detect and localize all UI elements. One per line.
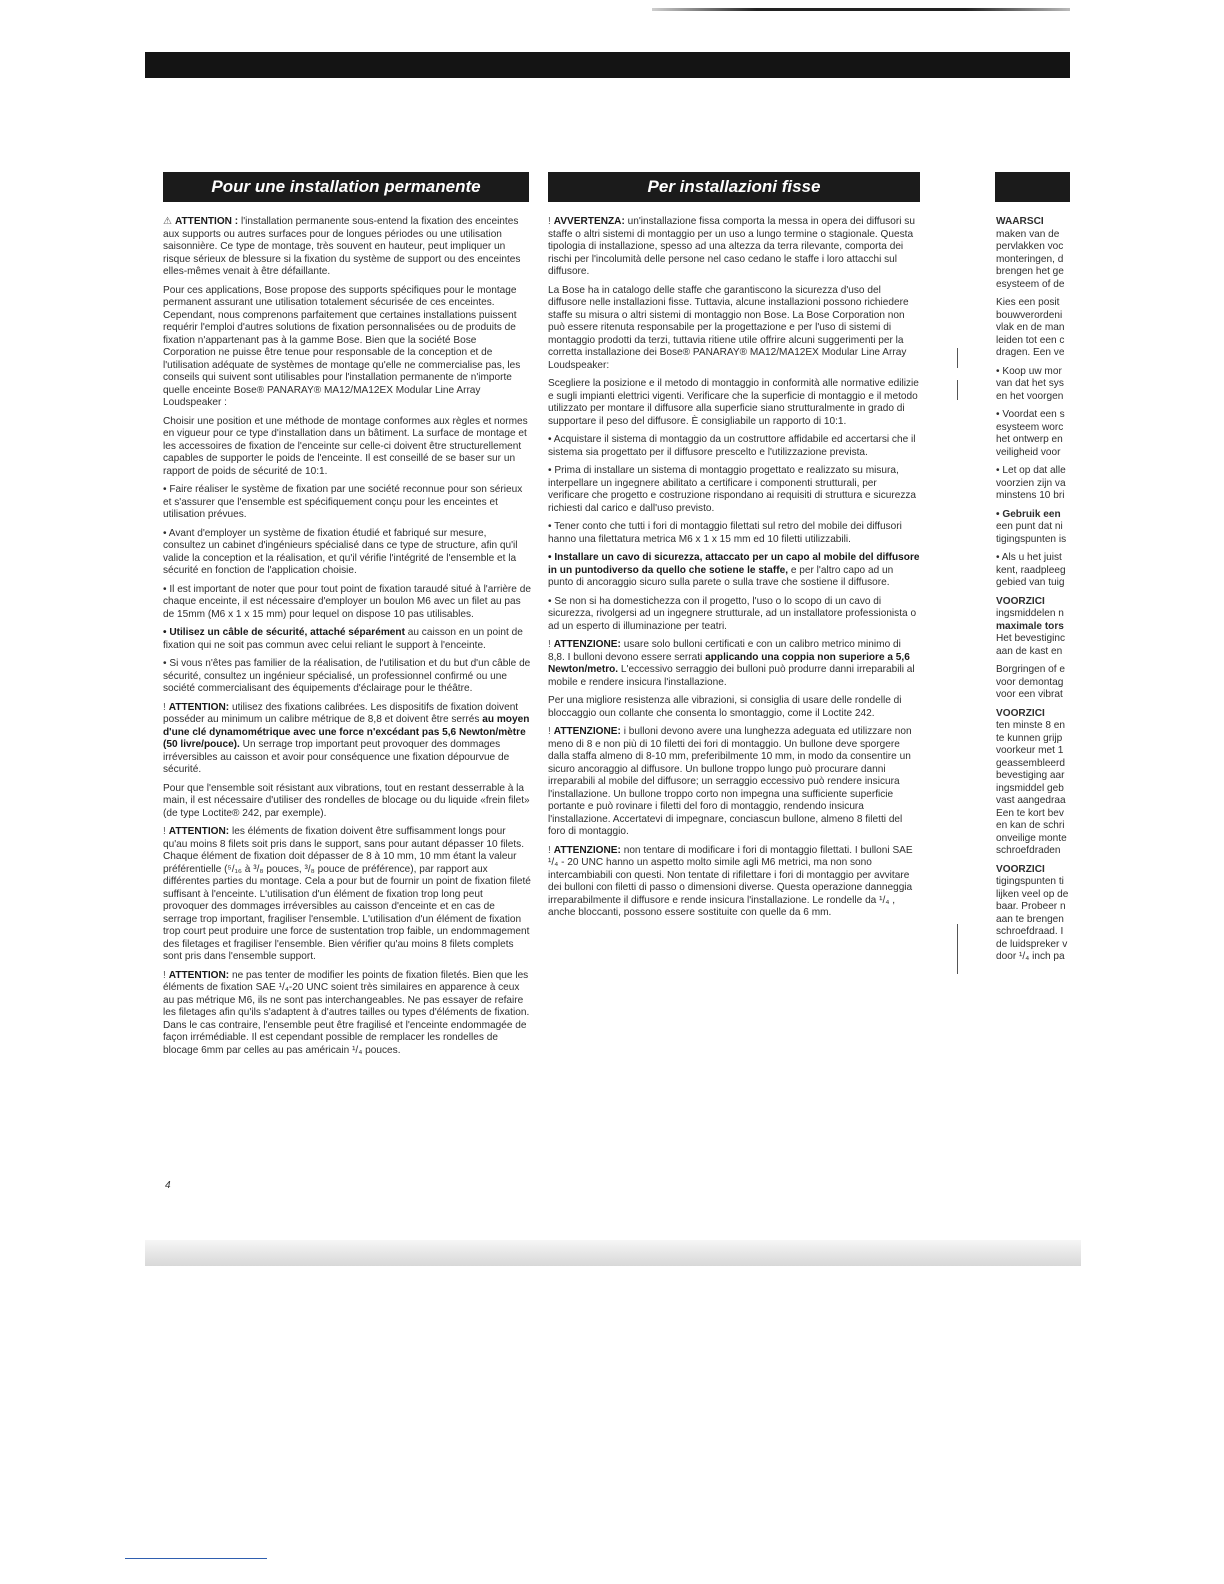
dutch-line: de luidspreker v xyxy=(996,938,1068,950)
italian-caution-paragraph: ! ATTENZIONE: usare solo bulloni certificati e con un calibro metrico minimo di 8,8. I bulloni devono essere serrati applicando una coppia non superiore a 5,6 Newton/metro. L'eccessivo serraggio dei bulloni può produrre danni irreparabili al mobile e rendere insicura l'installazione. xyxy=(548,639,915,688)
french-bullet: • Faire réaliser le système de fixation par une société reconnue pour son sérieux et s'assurer que l'ensemble est spécifiquement conçu pour les enceintes et utilisation prévues. xyxy=(163,484,523,520)
dutch-line: te kunnen grijp xyxy=(996,732,1063,744)
dutch-line: kent, raadpleeg xyxy=(996,564,1066,576)
margin-mark xyxy=(957,924,958,974)
dutch-line: • Let op dat alle xyxy=(996,465,1066,476)
dutch-section-header xyxy=(995,172,1070,202)
dutch-line: en het voorgen xyxy=(996,390,1064,402)
dutch-line: bouwverordeni xyxy=(996,309,1063,321)
dutch-line: van dat het sys xyxy=(996,378,1064,389)
dutch-line: een punt dat ni xyxy=(996,521,1063,532)
french-caution-paragraph: ! ATTENTION: utilisez des fixations calibrées. Les dispositifs de fixation doivent posséder au minimum un calibre métrique de 8,8 et doivent être serrés au moyen d'une clé dynamométrique avec une force n'excédant pas 5,6 Newton/mètre (50 livre/pouce). Un serrage trop important peut provoquer des dommages irréversibles au caisson et avoir pour conséquence une fixation dépourvue de sécurité. xyxy=(163,701,530,775)
dutch-line: maximale tors xyxy=(996,620,1064,632)
italian-caution-paragraph: ! ATTENZIONE: i bulloni devono avere una lunghezza adeguata ed utilizzare non meno di 8 e non più di 10 filetti dei fori di montaggio. Un bullone deve sporgere dalla staffa almeno di 8-10 mm, preferibilmente 10 mm, in modo da consentire un sicuro ancoraggio al diffusore. Un bullone troppo lungo può procurare danni irreparabili al mobile del diffusore; un serraggio eccessivo può rendere insicura l'installazione. Un bullone troppo corto non impegna una sufficiente superficie portante e può rovinare i filetti del foro di montaggio, rendendo insicura l'installazione. Accertatevi di impegnare, conciascun bullone, almeno 8 filetti del foro di montaggio. xyxy=(548,726,912,837)
warning-triangle-icon: ⚠ xyxy=(163,216,172,227)
dutch-line: tigingspunten is xyxy=(996,533,1067,545)
top-black-band xyxy=(145,52,1070,78)
bottom-shadow-band xyxy=(145,1240,1081,1266)
italian-paragraph: La Bose ha in catalogo delle staffe che garantiscono la sicurezza d'uso del diffusore nelle installazioni fisse. Tuttavia, alcune installazioni possono richiedere staffe su misura o altri sistemi di montaggio non Bose. La Bose Corporation non può essere ritenuta responsabile per la progettazione e per l'uso di sistemi di montaggio prodotti da terzi, tuttavia ritiene utile offrire alcuni suggerimenti per la corretta installazione dei Bose® PANARAY® MA12/MA12EX Modular Line Array Loudspeaker: xyxy=(548,284,909,371)
italian-paragraph: Per una migliore resistenza alle vibrazioni, si consiglia di usare delle rondelle di bloccaggio oun collante che consenta lo smontaggio, come il Loctite 242. xyxy=(548,695,902,719)
top-rule xyxy=(652,8,1070,11)
dutch-line: ingsmiddel geb xyxy=(996,782,1064,794)
dutch-line: • Gebruik een xyxy=(996,508,1061,520)
dutch-line: monteringen, d xyxy=(996,253,1064,265)
dutch-line: voor een vibrat xyxy=(996,689,1063,700)
dutch-line: ingsmiddelen n xyxy=(996,608,1064,619)
dutch-line: Borgringen of e xyxy=(996,664,1066,675)
page-number: 4 xyxy=(165,1180,171,1191)
dutch-line: lijken veel op de xyxy=(996,888,1069,900)
dutch-line: en kan de schri xyxy=(996,820,1065,831)
link-underline xyxy=(125,1558,267,1559)
dutch-line: voorkeur met 1 xyxy=(996,745,1064,756)
dutch-line: vlak en de man xyxy=(996,322,1065,333)
dutch-line: voorzien zijn va xyxy=(996,477,1066,489)
italian-bullet: • Acquistare il sistema di montaggio da un costruttore affidabile ed accertarsi che il sistema sia progettato per il diffusore prescelto e l'utilizzazione prevista. xyxy=(548,434,916,458)
dutch-line: schroefdraden xyxy=(996,845,1061,856)
italian-section-header: Per installazioni fisse xyxy=(548,172,920,202)
french-warning-paragraph: ⚠ ATTENTION : l'installation permanente sous-entend la fixation des enceintes aux supports ou autres surfaces pour de longues périodes ou une utilisation saisonnière. Ce type de montage, très souvent en hauteur, peut impliquer un risque sérieux de blessure si la fixation du système de support ou des enceintes elles-mêmes venait à être défaillante. xyxy=(163,216,521,277)
dutch-line: onveilige monte xyxy=(996,832,1067,844)
italian-paragraph: Scegliere la posizione e il metodo di montaggio in conformità alle normative edilizie e sugli impianti elettrici vigenti. Verificare che la superficie di montaggio e il metodo utilizzato per montare il diffusore alla superficie siano strutturalmente in grado di supportare il peso del diffusore. È consigliabile un rapporto di 10:1. xyxy=(548,378,919,427)
italian-bullet: • Tener conto che tutti i fori di montaggio filettati sul retro del mobile dei diffusori hanno una filettatura metrica M6 x 1 x 15 mm ed 10 filetti utilizzabili. xyxy=(548,521,902,545)
french-caution-paragraph: ! ATTENTION: ne pas tenter de modifier les points de fixation filetés. Bien que les éléments de fixation SAE ¹/₄-20 UNC soient très similaires en apparence à ceux au pas métrique M6, ils ne sont pas interchangeables. Ne pas essayer de refaire les filetages afin qu'ils s'adaptent à d'autres tailles ou types d'éléments de fixation. Dans le cas contraire, l'ensemble peut être fragilisé et l'enceinte endommagée de façon irrémédiable. Il est cependant possible de remplacer les rondelles de blocage 6mm par celles au pas américain ¹/₄ pouces. xyxy=(163,969,530,1056)
dutch-line: minstens 10 bri xyxy=(996,490,1065,501)
dutch-line: door ¹/₄ inch pa xyxy=(996,951,1065,962)
dutch-line: • Koop uw mor xyxy=(996,365,1062,377)
italian-bullet: • Installare un cavo di sicurezza, attaccato per un capo al mobile del diffusore in un puntodiverso da quello che sotiene le staffe, e per l'altro capo ad un punto di ancoraggio sicuro sulla parete o sulla trave che sostiene il diffusore. xyxy=(548,552,920,588)
dutch-line: • Voordat een s xyxy=(996,409,1065,420)
dutch-line: esysteem of de xyxy=(996,278,1065,290)
french-paragraph: Choisir une position et une méthode de montage conformes aux règles et normes en vigueur pour ce type d'installation dans un bâtiment. La surface de montage et les accessoires de fixation de l'enceinte sur celle-ci doivent être structurellement capables de supporter le poids de l'enceinte. Il est conseillé de se baser sur un rapport de poids de sécurité de 10:1. xyxy=(163,415,528,477)
dutch-line: Een te kort bev xyxy=(996,807,1064,819)
dutch-line: veiligheid voor xyxy=(996,446,1061,458)
dutch-line: Kies een posit xyxy=(996,297,1060,308)
dutch-line: esysteem worc xyxy=(996,421,1064,433)
warning-icon: ! xyxy=(548,216,551,227)
caution-icon: ! xyxy=(548,844,551,856)
dutch-line: VOORZICI xyxy=(996,595,1045,607)
dutch-line: WAARSCI xyxy=(996,216,1044,227)
dutch-line: geassembleerd xyxy=(996,757,1066,769)
italian-bullet: • Prima di installare un sistema di montaggio progettato e realizzato su misura, interpellare un ingegnere abilitato a certificare i componenti strutturali, per verificare che progetto e costruzione rispondano ai requisiti di struttura e sicurezza richiesti dal carico e dall'uso previsto. xyxy=(548,465,917,514)
dutch-line: schroefdraad. I xyxy=(996,926,1064,937)
dutch-line: pervlakken voc xyxy=(996,241,1064,252)
dutch-line: aan te brengen xyxy=(996,913,1064,925)
dutch-line: leiden tot een c xyxy=(996,334,1065,346)
dutch-line: brengen het ge xyxy=(996,266,1064,277)
caution-icon: ! xyxy=(548,726,551,737)
dutch-line: maken van de xyxy=(996,228,1060,240)
dutch-column xyxy=(996,216,1070,970)
dutch-line: vast aangedraa xyxy=(996,795,1066,806)
french-section-header: Pour une installation permanente xyxy=(163,172,529,202)
dutch-line: het ontwerp en xyxy=(996,434,1063,445)
dutch-line: Het bevestiginc xyxy=(996,633,1066,644)
french-caution-paragraph: ! ATTENTION: les éléments de fixation doivent être suffisamment longs pour qu'au moins 8 filets soit pris dans le support, sans pour autant dépasser 10 filets. Chaque élément de fixation doit dépasser de 8 à 10 mm, 10 mm étant la valeur préférentielle (⁵/₁₆ à ³/₈ pouces, ³/₈ pouce de préférence), par rapport aux différentes parties du montage. Cela a pour but de fournir un point de fixation fileté suffisant à l'enceinte. L'utilisation d'un élément de fixation trop long peut provoquer des dommages irréversibles au caisson d'enceinte et en cas de serrage trop important, fragiliser l'ensemble. L'utilisation d'un élément de fixation trop court peut produire une force de sustentation trop faible, un endommagement des filetages et fragiliser l'ensemble. Bien vérifier qu'au moins 8 filets complets sont pris dans l'ensemble support. xyxy=(163,826,531,962)
french-bullet: • Avant d'employer un système de fixation étudié et fabriqué sur mesure, consultez un cabinet d'ingénieurs spécialisé dans ce type de structure, afin qu'il valide la conception et la réalisation, et qu'il vérifie l'intégrité de l'ensemble et la sécurité en fonction de l'application choisie. xyxy=(163,527,518,576)
french-bullet: • Utilisez un câble de sécurité, attaché séparément au caisson en un point de fixation qui ne soit pas commun avec celui reliant le support à l'enceinte. xyxy=(163,627,523,651)
dutch-line: ten minste 8 en xyxy=(996,720,1066,731)
dutch-line: bevestiging aar xyxy=(996,770,1065,781)
french-bullet: • Il est important de noter que pour tout point de fixation taraudé situé à l'arrière de chaque enceinte, il est nécessaire d'employer un boulon M6 avec un filet au pas de 15mm (M6 x 1 x 15 mm) pour lequel on dispose 10 pas utilisables. xyxy=(163,583,531,620)
caution-icon: ! xyxy=(163,969,166,981)
italian-bullet: • Se non si ha domestichezza con il progetto, l'uso o lo scopo di un cavo di sicurezza, rivolgersi ad un ingegnere strutturale, ad un installatore professionista o ad un esperto di illuminazione per teatri. xyxy=(548,595,917,632)
italian-caution-paragraph: ! ATTENZIONE: non tentare di modificare i fori di montaggio filettati. I bulloni SAE ¹/₄ - 20 UNC hanno un aspetto molto simile agli M6 metrici, ma non sono intercambiabili con questi. Non tentate di rifilettare i fori di montaggio per avvitare dei bulloni con filetti di passo o dimensioni diverse. Questa operazione danneggia irreparabilmente il diffusore e rende insicura l'installazione. Le rondelle da ¹/₄ , anche bloccanti, possono essere sostituite con quelle da 6 mm. xyxy=(548,844,913,918)
french-bullet: • Si vous n'êtes pas familier de la réalisation, de l'utilisation et du but d'un câble de sécurité, consultez un ingénieur spécialisé, un professionnel confirmé ou une société commercialisant des équipements d'éclairage pour le théâtre. xyxy=(163,658,531,694)
italian-warning-paragraph: ! AVVERTENZA: un'installazione fissa comporta la messa in opera dei diffusori su staffe o altri sistemi di montaggio per un uso a lungo termine o stagionale. Questa tipologia di installazione, spesso ad una altezza da terra rilevante, comporta dei rischi per l'incolumità delle persone nel caso cedano le staffe i loro attacchi sul diffusore. xyxy=(548,216,915,277)
dutch-line: dragen. Een ve xyxy=(996,347,1065,358)
dutch-line: • Als u het juist xyxy=(996,552,1062,563)
margin-mark xyxy=(957,380,958,400)
dutch-line: VOORZICI xyxy=(996,707,1045,719)
dutch-line: tigingspunten ti xyxy=(996,876,1064,887)
caution-icon: ! xyxy=(163,701,166,713)
dutch-line: aan de kast en xyxy=(996,645,1063,657)
caution-icon: ! xyxy=(163,826,166,837)
dutch-line: gebied van tuig xyxy=(996,577,1065,588)
italian-column xyxy=(548,216,920,926)
french-column xyxy=(163,216,531,1063)
caution-icon: ! xyxy=(548,639,551,650)
french-paragraph: Pour ces applications, Bose propose des supports spécifiques pour le montage permanent assurant une utilisation totalement sécurisée de ces enceintes. Cependant, nous comprenons parfaitement que certaines installations puissent requérir l'emploi d'autres solutions de fixation personnalisées ou de produits de fixation n'appartenant pas à la gamme Bose. Bien que la société Bose Corporation ne puisse être tenue pour responsable de la conception et de l'utilisation adéquate de systèmes de montage qu'elle ne commercialise pas, les conseils qui suivent sont utilisables pour l'installation permanente de n'importe quelle enceinte Bose® PANARAY® MA12/MA12EX Modular Line Array Loudspeaker : xyxy=(163,284,521,408)
margin-mark xyxy=(957,348,958,368)
dutch-line: voor demontag xyxy=(996,676,1064,688)
french-paragraph: Pour que l'ensemble soit résistant aux vibrations, tout en restant desserrable à la main, il est nécessaire d'utiliser des rondelles de blocage ou du liquide «frein filet» (de type Loctite® 242, par exemple). xyxy=(163,782,530,819)
dutch-line: baar. Probeer n xyxy=(996,901,1066,912)
dutch-line: VOORZICI xyxy=(996,863,1045,875)
